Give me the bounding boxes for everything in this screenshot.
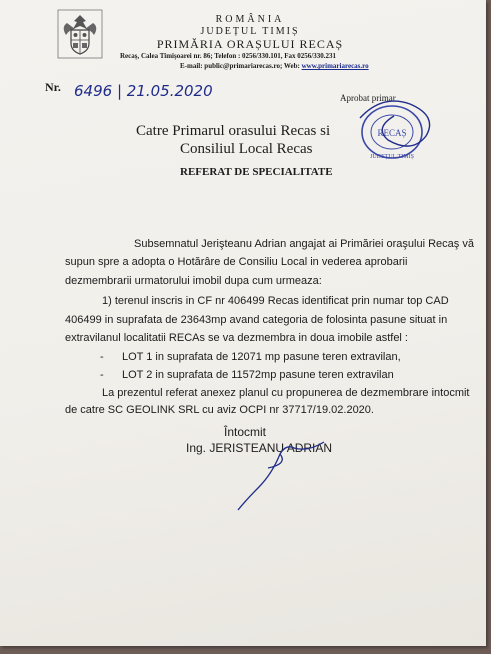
bullet-dash: -: [100, 369, 104, 381]
header-website-link[interactable]: www.primariarecas.ro: [301, 62, 369, 70]
registration-number-handwritten: 6496 | 21.05.2020: [74, 82, 213, 100]
body-paragraph-annex-cont: de catre SC GEOLINK SRL cu aviz OCPI nr 37717/19.02.2020.: [65, 404, 374, 416]
stamp-bottom-text: JUDEȚUL TIMIȘ: [370, 154, 414, 160]
lot-1-text: LOT 1 in suprafata de 12071 mp pasune teren extravilan,: [122, 351, 401, 363]
lot-2-line: [100, 369, 394, 381]
prepared-by-label: Întocmit: [224, 425, 267, 439]
body-paragraph-1: Subsemnatul Jerişteanu Adrian angajat ai Primăriei oraşului Recaş vă: [134, 238, 474, 250]
stamp-center-text: RECAȘ: [377, 128, 407, 138]
recipient-line-2: Consiliul Local Recas: [180, 141, 313, 157]
body-paragraph-annex: La prezentul referat anexez planul cu propunerea de dezmembrare intocmit: [102, 387, 470, 399]
body-paragraph-3: dezmembrarii urmatorului imobil dupa cum urmeaza:: [65, 275, 322, 287]
recipient-line-1: Catre Primarul orasului Recas si: [136, 123, 331, 139]
body-paragraph-2: supun spre a adopta o Hotărâre de Consiliu Local in vederea aprobarii: [65, 256, 408, 268]
body-item-1: 1) terenul inscris in CF nr 406499 Recas identificat prin numar top CAD: [102, 295, 449, 307]
header-email: E-mail: public@primariarecas.ro; Web:: [180, 62, 302, 70]
lot-2-text: LOT 2 in suprafata de 11572mp pasune teren extravilan: [122, 369, 394, 381]
prepared-by-name: Ing. JERISTEANU ADRIAN: [186, 441, 333, 455]
handwritten-signature-icon: [228, 438, 348, 518]
header-office: PRIMĂRIA ORAȘULUI RECAȘ: [156, 37, 344, 51]
registration-label: Nr.: [45, 80, 61, 94]
coat-of-arms-icon: [57, 9, 103, 59]
header-county: JUDEȚUL TIMIȘ: [200, 26, 300, 37]
bullet-dash: -: [100, 351, 104, 363]
header-contact: [180, 62, 369, 70]
lot-1-line: [100, 351, 401, 363]
approval-label: Aprobat primar: [340, 93, 396, 103]
document-title: REFERAT DE SPECIALITATE: [180, 166, 333, 178]
header-address: Recaș, Calea Timișoarei nr. 86; Telefon : 0256/330.101, Fax 0256/330.231: [120, 52, 336, 60]
header-country: ROMÂNIA: [215, 14, 285, 25]
official-stamp-icon: [352, 96, 440, 164]
body-item-1-cont-2: extravilanul localitatii RECAs se va dezmembra in doua imobile astfel :: [65, 332, 408, 344]
body-item-1-cont: 406499 in suprafata de 23643mp avand categoria de folosinta pasune situat in: [65, 314, 448, 326]
